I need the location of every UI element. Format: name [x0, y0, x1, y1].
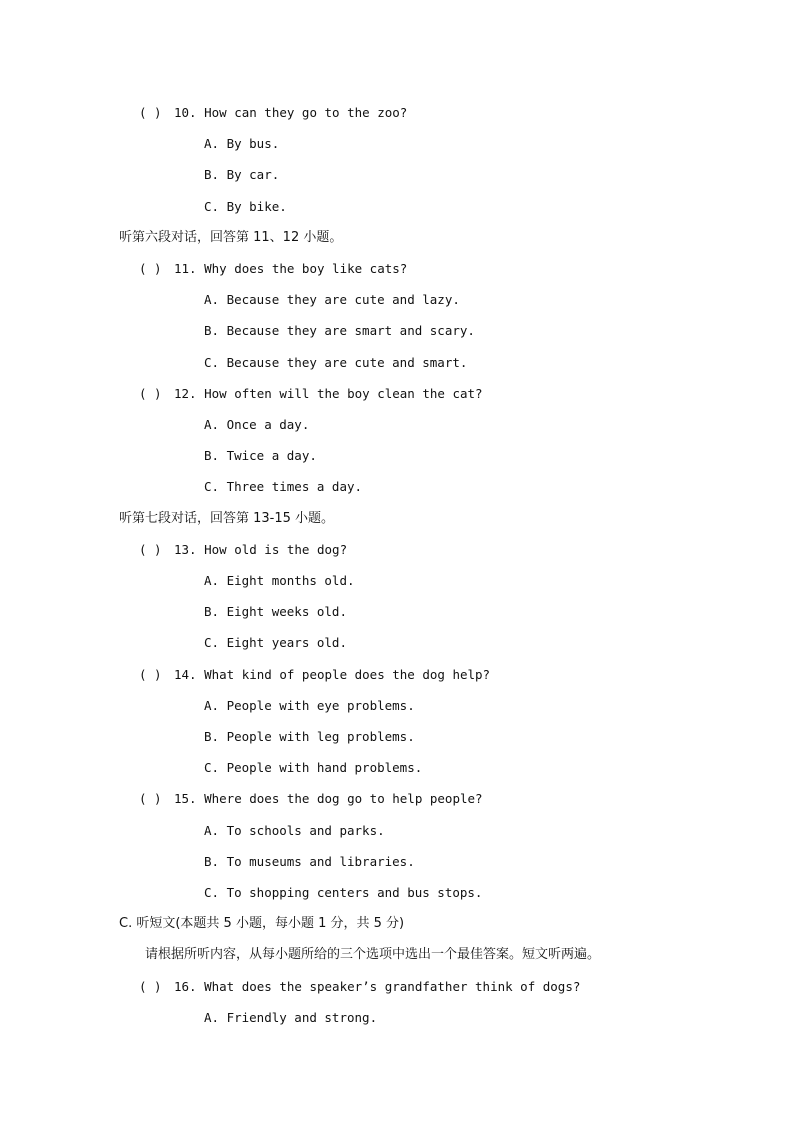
option-text: B. To museums and libraries. [204, 853, 415, 869]
question-text: 12. How often will the boy clean the cat? [174, 385, 483, 401]
section-text: 听第七段对话，回答第 13-15 小题。 [119, 510, 335, 526]
option-text: B. Twice a day. [204, 448, 317, 464]
option-text: A. By bus. [204, 136, 280, 152]
answer-blank: ( ) [139, 385, 162, 401]
instruction-text: 请根据所听内容，从每小题所给的三个选项中选出一个最佳答案。短文听两遍。 [145, 947, 601, 963]
question-text: 10. How can they go to the zoo? [174, 105, 408, 120]
option-text: A. Eight months old. [204, 573, 355, 588]
answer-blank: ( ) [139, 666, 162, 682]
question-text: 11. Why does the boy like cats? [174, 261, 408, 276]
option-text: B. People with leg problems. [204, 729, 415, 744]
option-text: B. Eight weeks old. [204, 604, 347, 620]
option-text: C. Three times a day. [204, 479, 363, 495]
option-text: C. By bike. [204, 198, 287, 214]
option-text: C. To shopping centers and bus stops. [204, 885, 483, 900]
answer-blank: ( ) [139, 978, 162, 994]
option-text: A. Once a day. [204, 417, 310, 432]
answer-blank: ( ) [139, 105, 162, 120]
option-text: A. Because they are cute and lazy. [204, 292, 460, 308]
question-text: 16. What does the speaker’s grandfather think of dogs? [174, 978, 581, 994]
section-text: C. 听短文(本题共 5 小题，每小题 1 分，共 5 分) [119, 916, 405, 932]
section-text: 听第六段对话，回答第 11、12 小题。 [119, 229, 343, 245]
option-text: A. Friendly and strong. [204, 1009, 378, 1025]
answer-blank: ( ) [139, 261, 162, 276]
option-text: C. Because they are cute and smart. [204, 354, 468, 370]
option-text: B. Because they are smart and scary. [204, 323, 475, 339]
question-text: 15. Where does the dog go to help people? [174, 791, 483, 807]
question-text: 14. What kind of people does the dog help? [174, 666, 491, 682]
answer-blank: ( ) [139, 791, 162, 807]
option-text: C. People with hand problems. [204, 760, 423, 776]
question-text: 13. How old is the dog? [174, 541, 348, 557]
option-text: C. Eight years old. [204, 635, 347, 651]
option-text: A. People with eye problems. [204, 697, 415, 713]
option-text: A. To schools and parks. [204, 822, 385, 838]
answer-blank: ( ) [139, 541, 162, 557]
option-text: B. By car. [204, 167, 280, 183]
